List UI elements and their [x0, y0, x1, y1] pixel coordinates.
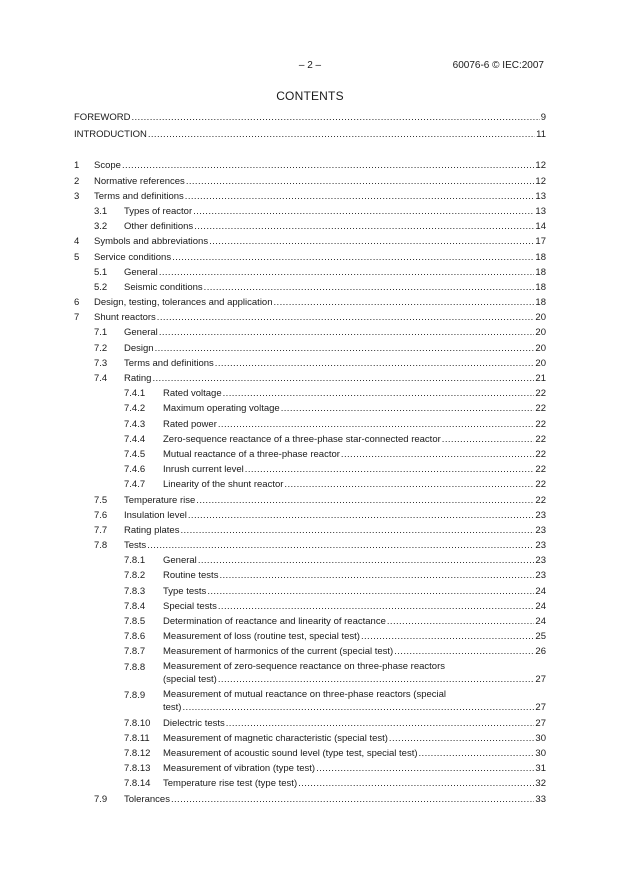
toc-entry-number: 7.4.1 — [124, 388, 146, 400]
standard-reference: 60076-6 © IEC:2007 — [452, 60, 544, 71]
toc-entry-title: Mutual reactance of a three-phase reactor — [163, 447, 341, 462]
toc-page-number: 22 — [535, 479, 546, 491]
toc-page-number: 22 — [535, 448, 546, 460]
toc-entry[interactable] — [74, 158, 546, 173]
toc-entry-title: Routine tests — [163, 568, 219, 583]
toc-entry-title: Temperature rise test (type test) — [163, 776, 298, 791]
toc-entry-title: General — [124, 325, 159, 340]
toc-entry-number: 7.8.8 — [124, 661, 146, 673]
toc-entry[interactable] — [74, 189, 546, 204]
dot-leader — [204, 280, 535, 295]
toc-entry[interactable] — [74, 295, 546, 310]
toc-entry-title: Terms and definitions — [124, 356, 215, 371]
toc-entry[interactable] — [74, 356, 546, 371]
dot-leader — [122, 158, 534, 173]
dot-leader — [188, 508, 535, 523]
toc-entry-introduction[interactable] — [74, 127, 546, 142]
dot-leader — [394, 644, 534, 659]
toc-entry[interactable] — [74, 688, 546, 716]
dot-leader — [274, 295, 535, 310]
dot-leader — [215, 356, 535, 371]
dot-leader — [281, 401, 535, 416]
toc-entry-title: Shunt reactors — [94, 310, 157, 325]
dot-leader — [207, 584, 534, 599]
toc-entry[interactable] — [74, 462, 546, 477]
dot-leader — [209, 234, 534, 249]
toc-entry-title: Tolerances — [124, 792, 171, 807]
dot-leader — [361, 629, 534, 644]
toc-entry-title: Rating plates — [124, 523, 180, 538]
toc-entry[interactable] — [74, 776, 546, 791]
toc-entry[interactable] — [74, 660, 546, 688]
toc-page-number: 18 — [535, 297, 546, 309]
dot-leader — [148, 127, 535, 142]
toc-entry-number: 5.1 — [94, 266, 108, 278]
toc-entry-number: 7.2 — [94, 342, 108, 354]
dot-leader — [180, 523, 534, 538]
toc-page-number: 27 — [535, 701, 546, 713]
toc-page-number: 26 — [535, 646, 546, 658]
toc-page-number: 20 — [535, 342, 546, 354]
toc-page-number: 23 — [535, 555, 546, 567]
toc-entry[interactable] — [74, 234, 546, 249]
toc-page-number: 18 — [535, 251, 546, 263]
toc-entry-title: INTRODUCTION — [74, 127, 148, 142]
toc-page-number: 23 — [535, 540, 546, 552]
toc-entry-title: Dielectric tests — [163, 716, 226, 731]
page-title: CONTENTS — [276, 89, 344, 103]
toc-entry[interactable] — [74, 280, 546, 295]
toc-entry-number: 7.8.6 — [124, 631, 146, 643]
toc-entry[interactable] — [74, 644, 546, 659]
toc-entry[interactable] — [74, 174, 546, 189]
dot-leader — [284, 477, 534, 492]
toc-entry[interactable] — [74, 493, 546, 508]
toc-entry-number: 5 — [74, 251, 80, 263]
dot-leader — [182, 701, 534, 715]
spacer — [74, 144, 546, 158]
dot-leader — [442, 432, 535, 447]
dot-leader — [147, 538, 534, 553]
table-of-contents — [74, 110, 546, 807]
toc-entry[interactable] — [74, 761, 546, 776]
dot-leader — [155, 341, 535, 356]
toc-entry-title: Insulation level — [124, 508, 188, 523]
toc-page-number: 18 — [535, 266, 546, 278]
toc-entry[interactable] — [74, 341, 546, 356]
dot-leader — [157, 310, 535, 325]
toc-entry[interactable] — [74, 538, 546, 553]
toc-page-number: 11 — [536, 129, 546, 141]
toc-entry-title: Seismic conditions — [124, 280, 204, 295]
toc-page-number: 23 — [535, 524, 546, 536]
dot-leader — [159, 265, 535, 280]
dot-leader — [152, 371, 534, 386]
dot-leader — [171, 792, 534, 807]
toc-entry-title: test) — [163, 701, 182, 713]
toc-entry-number: 5.2 — [94, 281, 108, 293]
toc-entry[interactable] — [74, 310, 546, 325]
toc-entry-number: 3.1 — [94, 205, 108, 217]
toc-entry[interactable] — [74, 746, 546, 761]
dot-leader — [172, 250, 534, 265]
toc-page-number: 32 — [535, 778, 546, 790]
dot-leader — [341, 447, 535, 462]
toc-page-number: 22 — [535, 418, 546, 430]
toc-page-number: 24 — [535, 616, 546, 627]
toc-entry-title: Design — [124, 341, 155, 356]
toc-entry-number: 7.8.1 — [124, 555, 146, 567]
toc-entry-number: 7.8 — [94, 540, 108, 552]
toc-entry-title: General — [124, 265, 159, 280]
toc-page-number: 25 — [535, 631, 546, 643]
toc-page-number: 30 — [535, 732, 546, 744]
toc-page-number: 30 — [535, 747, 546, 759]
toc-entry[interactable] — [74, 371, 546, 386]
toc-entry-number: 7.4.5 — [124, 448, 146, 460]
toc-entry-number: 7 — [74, 312, 80, 324]
toc-page-number: 21 — [535, 373, 546, 384]
toc-entry[interactable] — [74, 599, 546, 614]
toc-page-number: 18 — [535, 281, 546, 293]
toc-entry[interactable] — [74, 401, 546, 416]
toc-page-number: 12 — [535, 175, 546, 187]
toc-entry-title: Linearity of the shunt reactor — [163, 477, 284, 492]
toc-entry-number: 7.8.7 — [124, 646, 146, 658]
dot-leader — [226, 716, 535, 731]
dot-leader — [218, 673, 535, 687]
toc-page-number: 17 — [535, 236, 546, 248]
toc-entry-number: 7.4.3 — [124, 418, 146, 430]
toc-entry-title: Tests — [124, 538, 147, 553]
toc-entry-title: Types of reactor — [124, 204, 193, 219]
toc-entry-number: 3.2 — [94, 221, 108, 233]
toc-entry-number: 7.6 — [94, 509, 108, 521]
toc-entry-number: 4 — [74, 236, 80, 248]
toc-entry-title: Temperature rise — [124, 493, 196, 508]
toc-entry[interactable] — [74, 265, 546, 280]
toc-entry[interactable] — [74, 477, 546, 492]
toc-page-number: 14 — [535, 221, 546, 233]
toc-page-number: 23 — [535, 509, 546, 521]
toc-entry[interactable] — [74, 629, 546, 644]
toc-page-number: 22 — [535, 403, 546, 415]
dot-leader — [389, 731, 535, 746]
dot-leader — [218, 417, 535, 432]
toc-entry-number: 1 — [74, 160, 80, 172]
dot-leader — [196, 493, 534, 508]
toc-entry[interactable] — [74, 568, 546, 583]
toc-entry-number: 7.4.7 — [124, 479, 146, 491]
toc-entry[interactable] — [74, 584, 546, 599]
toc-entry-number: 7.5 — [94, 494, 108, 506]
toc-page-number: 22 — [535, 388, 546, 400]
toc-entry[interactable] — [74, 204, 546, 219]
toc-entry-title: Rated power — [163, 417, 218, 432]
toc-page-number: 24 — [535, 585, 546, 597]
toc-entry-title: FOREWORD — [74, 110, 131, 125]
toc-entry[interactable] — [74, 325, 546, 340]
toc-entry-number: 7.8.12 — [124, 747, 151, 759]
dot-leader — [316, 761, 534, 776]
dot-leader — [219, 568, 534, 583]
toc-entry-title: Measurement of acoustic sound level (type test, special test) — [163, 746, 419, 761]
toc-entry-number: 7.1 — [94, 327, 108, 339]
toc-page-number: 20 — [535, 327, 546, 339]
toc-entry-title: Service conditions — [94, 250, 172, 265]
toc-entry-title-line: Measurement of mutual reactance on three-phase reactors (special — [163, 688, 447, 700]
toc-entry[interactable] — [74, 716, 546, 731]
toc-entry-title: Measurement of loss (routine test, special test) — [163, 629, 361, 644]
toc-entry-title: Symbols and abbreviations — [94, 234, 209, 249]
dot-leader — [223, 386, 535, 401]
toc-entry-title: Normative references — [94, 174, 186, 189]
toc-entry[interactable] — [74, 792, 546, 807]
toc-entry-title: Zero-sequence reactance of a three-phase star-connected reactor — [163, 432, 442, 447]
toc-entry-number: 7.3 — [94, 357, 108, 369]
toc-entry-title: Rating — [124, 371, 152, 386]
toc-entry[interactable] — [74, 417, 546, 432]
dot-leader — [387, 614, 535, 629]
dot-leader — [419, 746, 535, 761]
toc-entry[interactable] — [74, 447, 546, 462]
toc-entry-title: Measurement of magnetic characteristic (special test) — [163, 731, 389, 746]
toc-entry[interactable] — [74, 553, 546, 568]
toc-entry-number: 7.4 — [94, 373, 108, 384]
toc-entry-number: 7.7 — [94, 524, 108, 536]
toc-entry-title: Measurement of harmonics of the current (special test) — [163, 644, 394, 659]
toc-entry-title: General — [163, 553, 198, 568]
toc-page-number: 9 — [540, 112, 546, 123]
toc-entry-number: 6 — [74, 297, 80, 309]
dot-leader — [198, 553, 535, 568]
toc-entry-number: 7.8.10 — [124, 717, 151, 729]
toc-entry-number: 7.8.11 — [124, 732, 150, 744]
toc-page-number: 13 — [535, 190, 546, 202]
dot-leader — [194, 219, 534, 234]
dot-leader — [193, 204, 534, 219]
toc-page-number: 22 — [535, 433, 546, 445]
toc-entry-title: Terms and definitions — [94, 189, 185, 204]
toc-entry-number: 7.8.4 — [124, 600, 146, 612]
dot-leader — [245, 462, 535, 477]
toc-page-number: 23 — [535, 570, 546, 582]
toc-entry[interactable] — [74, 731, 546, 746]
toc-entry-title: Type tests — [163, 584, 207, 599]
toc-entry[interactable] — [74, 250, 546, 265]
toc-page-number: 27 — [535, 717, 546, 729]
toc-entry-number: 7.4.4 — [124, 433, 146, 445]
toc-entry-number: 2 — [74, 175, 80, 187]
toc-entry-foreword[interactable] — [74, 110, 546, 125]
toc-page-number: 20 — [535, 357, 546, 369]
toc-entry-title: Special tests — [163, 599, 218, 614]
toc-page-number: 12 — [535, 160, 546, 172]
toc-entry[interactable] — [74, 432, 546, 447]
toc-entry-title: Measurement of vibration (type test) — [163, 761, 316, 776]
dot-leader — [159, 325, 535, 340]
toc-page-number: 22 — [535, 464, 546, 476]
toc-entry-title: Design, testing, tolerances and application — [94, 295, 274, 310]
toc-entry-number: 7.8.5 — [124, 616, 146, 627]
dot-leader — [131, 110, 539, 125]
toc-entry[interactable] — [74, 523, 546, 538]
toc-page-number: 22 — [535, 494, 546, 506]
toc-entry-number: 7.8.13 — [124, 763, 151, 775]
toc-entry[interactable] — [74, 614, 546, 629]
toc-entry-number: 7.8.2 — [124, 570, 146, 582]
toc-entry[interactable] — [74, 219, 546, 234]
dot-leader — [186, 174, 535, 189]
dot-leader — [185, 189, 535, 204]
toc-page-number: 13 — [535, 205, 546, 217]
toc-entry-number: 7.4.6 — [124, 464, 146, 476]
toc-entry-title: (special test) — [163, 673, 217, 685]
dot-leader — [298, 776, 534, 791]
toc-entry-number: 7.8.9 — [124, 689, 146, 701]
toc-entry-title: Determination of reactance and linearity of reactance — [163, 614, 387, 629]
toc-entry-title-line: Measurement of zero-sequence reactance on three-phase reactors — [163, 660, 445, 672]
toc-entry-number: 7.4.2 — [124, 403, 146, 415]
dot-leader — [218, 599, 535, 614]
toc-entry-number: 7.8.14 — [124, 778, 151, 790]
toc-entry-number: 7.8.3 — [124, 585, 146, 597]
toc-entry-title: Maximum operating voltage — [163, 401, 281, 416]
toc-entry[interactable] — [74, 508, 546, 523]
toc-entry-title: Scope — [94, 158, 122, 173]
toc-page-number: 24 — [535, 600, 546, 612]
toc-entry-number: 7.9 — [94, 793, 108, 805]
toc-entry[interactable] — [74, 386, 546, 401]
toc-entry-title: Other definitions — [124, 219, 194, 234]
toc-entry-title: Rated voltage — [163, 386, 223, 401]
toc-entry-number: 3 — [74, 190, 80, 202]
toc-page-number: 31 — [535, 763, 546, 775]
page-number: – 2 – — [298, 60, 322, 71]
toc-page-number: 33 — [535, 793, 546, 805]
toc-entry-title: Inrush current level — [163, 462, 245, 477]
toc-page-number: 20 — [535, 312, 546, 324]
toc-page-number: 27 — [535, 673, 546, 685]
